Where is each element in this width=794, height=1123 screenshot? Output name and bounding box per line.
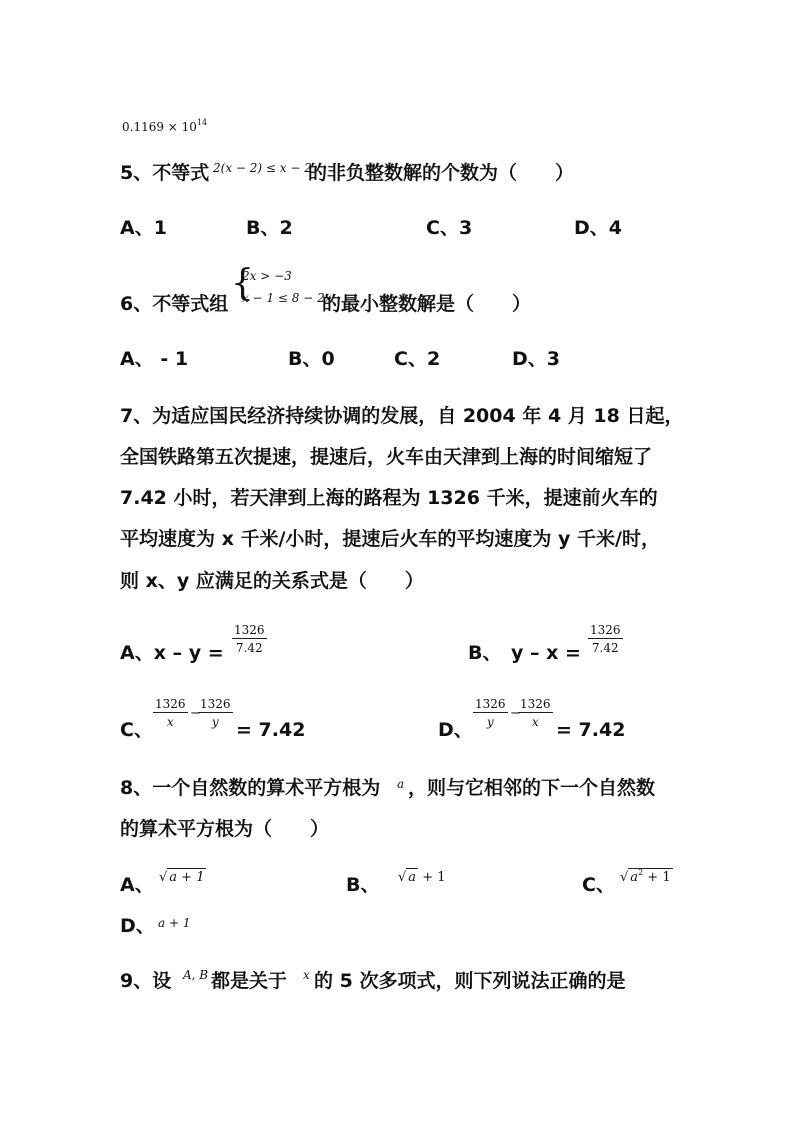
q8-line-1-suffix: ，则与它相邻的下一个自然数: [408, 777, 656, 799]
q7-option-d-fraction-1: [473, 698, 508, 728]
q7-line-5: 则 x、y 应满足的关系式是（ ）: [120, 570, 424, 592]
q7-line-1: 7、为适应国民经济持续协调的发展，自 2004 年 4 月 18 日起，: [120, 405, 684, 427]
q7-option-a-fraction: [232, 624, 267, 654]
q6-option-d: D、3: [512, 348, 560, 370]
addend: + 1: [418, 870, 446, 885]
q7-option-c-fraction-2: [198, 698, 233, 728]
fraction-numerator: 1326: [234, 623, 265, 637]
fraction-denominator: x: [531, 715, 539, 729]
q9-variable: x: [303, 968, 310, 982]
q8-line-1-prefix: 8、一个自然数的算术平方根为: [120, 777, 381, 799]
q5-option-a: A、1: [120, 217, 167, 239]
q9-variables: A, B: [183, 968, 209, 982]
q7-option-c-label: C、: [120, 719, 153, 741]
q8-option-b-label: B、: [346, 874, 380, 896]
q5-option-c: C、3: [426, 217, 473, 239]
fraction-denominator: y: [486, 715, 494, 729]
top-expression: $0.1169 \times 10^{14}$: [122, 118, 208, 134]
q8-option-a-label: A、: [120, 874, 154, 896]
q7-option-b-label: B、: [468, 642, 502, 664]
q5-prefix: 5、不等式: [120, 162, 210, 184]
radicand: a: [408, 870, 417, 885]
q6-suffix: 的最小整数解是（ ）: [322, 293, 532, 315]
fraction-denominator: y: [211, 715, 219, 729]
q7-line-4: 平均速度为 x 千米/小时，提速后火车的平均速度为 y 千米/时，: [120, 528, 660, 550]
q6-option-b: B、0: [288, 348, 335, 370]
fraction-denominator: 7.42: [591, 641, 619, 655]
q7-option-c-fraction-1: [153, 698, 188, 728]
fraction-denominator: 7.42: [235, 641, 263, 655]
q6-option-c: C、2: [394, 348, 441, 370]
q5-suffix: 的非负整数解的个数为（ ）: [308, 162, 575, 184]
q5-option-d: D、4: [574, 217, 622, 239]
minus-sign: −: [510, 706, 521, 721]
q8-variable: a: [397, 777, 405, 791]
radicand: $a^2 + 1$: [630, 868, 671, 885]
q7-line-2: 全国铁路第五次提速，提速后，火车由天津到上海的时间缩短了: [120, 446, 653, 468]
fraction-numerator: 1326: [520, 697, 551, 711]
q8-option-a-sqrt: √ a + 1: [159, 870, 205, 885]
q7-option-d-fraction-2: [518, 698, 553, 728]
q8-option-c-label: C、: [582, 874, 615, 896]
fraction-numerator: 1326: [200, 697, 231, 711]
q7-option-b-expr: y – x =: [511, 642, 581, 664]
q8-option-b-sqrt: √ a + 1: [398, 870, 446, 885]
q6-prefix: 6、不等式组: [120, 293, 229, 315]
q5-option-b: B、2: [246, 217, 293, 239]
q9-mid-1: 都是关于: [211, 970, 288, 992]
q8-option-d-label: D、: [120, 915, 155, 937]
q9-prefix: 9、设: [120, 970, 172, 992]
q7-option-b-fraction: [588, 624, 623, 654]
fraction-denominator: x: [166, 715, 174, 729]
fraction-numerator: 1326: [590, 623, 621, 637]
q6-option-a: A、 - 1: [120, 348, 189, 370]
q8-option-d-expr: a + 1: [158, 916, 191, 930]
radicand: a + 1: [169, 870, 205, 885]
minus-sign: −: [190, 706, 201, 721]
q5-inequality: 2(x − 2) ≤ x − 2: [213, 161, 312, 175]
q8-line-2: 的算术平方根为（ ）: [120, 818, 330, 840]
q8-option-c-sqrt: √ $a^2 + 1$: [620, 868, 671, 885]
q9-mid-2: 的 5 次多项式，则下列说法正确的是: [314, 970, 626, 992]
q7-option-c-rhs: = 7.42: [236, 719, 306, 741]
fraction-numerator: 1326: [155, 697, 186, 711]
q6-system-brace: {: [231, 263, 254, 304]
q6-system-line-1: 2x > −3: [242, 269, 292, 283]
q7-option-d-label: D、: [438, 719, 473, 741]
q6-system-line-2: x − 1 ≤ 8 − 2x: [242, 291, 332, 305]
q7-option-a-label: A、x – y =: [120, 642, 224, 664]
fraction-numerator: 1326: [475, 697, 506, 711]
q7-line-3: 7.42 小时，若天津到上海的路程为 1326 千米，提速前火车的: [120, 487, 658, 509]
q7-option-d-rhs: = 7.42: [556, 719, 626, 741]
